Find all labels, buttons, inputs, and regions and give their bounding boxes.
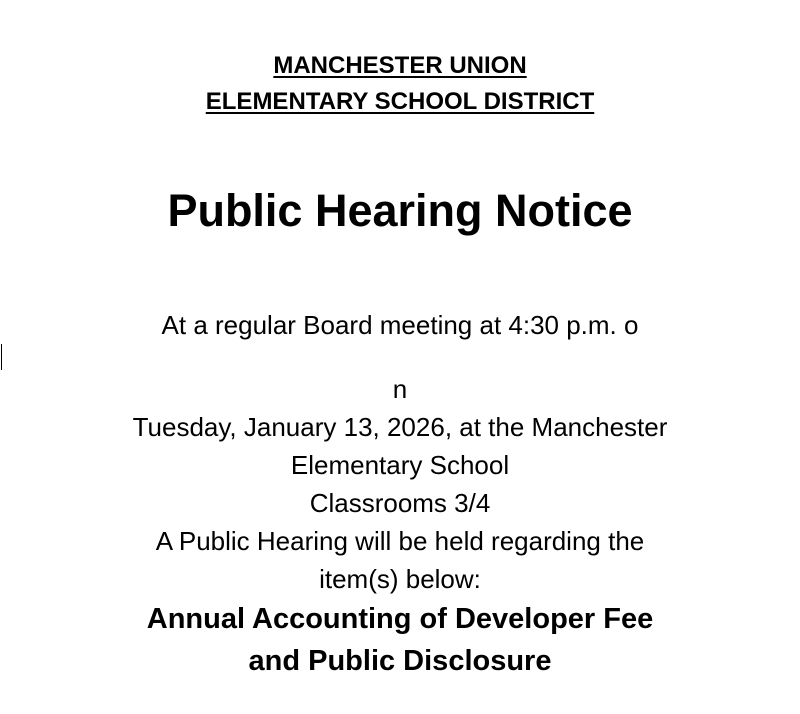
- notice-line-6: item(s) below:: [319, 564, 481, 594]
- district-name-line1: MANCHESTER UNION: [273, 52, 527, 79]
- notice-line-1-start: At a regular Board meeting at 4:30 p.m. o: [161, 310, 639, 340]
- notice-line-3: Elementary School: [290, 450, 510, 480]
- district-header: [0, 48, 800, 120]
- notice-line-2: Tuesday, January 13, 2026, at the Manchester: [132, 412, 668, 442]
- page-title: Public Hearing Notice: [167, 185, 633, 236]
- notice-line-1-end: n: [392, 374, 408, 404]
- notice-body[interactable]: [0, 306, 800, 598]
- hearing-subject-line2: and Public Disclosure: [248, 645, 552, 677]
- notice-line-4: Classrooms 3/4: [309, 488, 491, 518]
- notice-line-1: [0, 306, 800, 408]
- notice-line-5: A Public Hearing will be held regarding the: [155, 526, 645, 556]
- text-cursor: [1, 344, 2, 370]
- hearing-subject-line1: Annual Accounting of Developer Fee: [146, 603, 654, 635]
- district-name-line2: ELEMENTARY SCHOOL DISTRICT: [205, 88, 595, 115]
- hearing-subject: [0, 598, 800, 682]
